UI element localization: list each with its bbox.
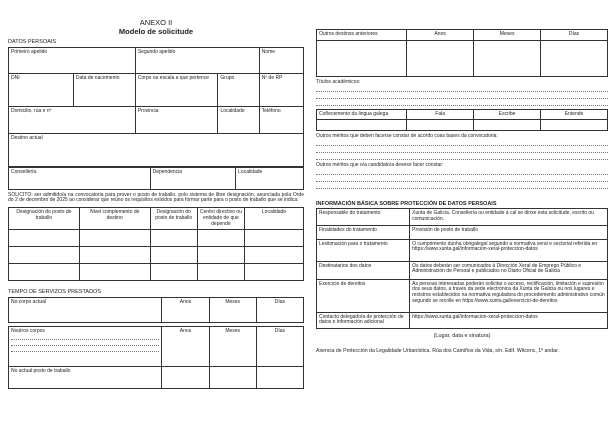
personal-data-table xyxy=(8,47,304,167)
dp-label: Contacto delegado/a de protección de datos e información adicional xyxy=(317,312,410,329)
years-label: Anos xyxy=(179,327,192,334)
dependency-field[interactable] xyxy=(150,167,236,189)
dp-label: Lexitimación para o tratamento xyxy=(317,239,410,261)
merits-call-label: Outros méritos que deben facerse constar de acordo coas bases da convocatoria: xyxy=(316,133,498,140)
cell[interactable] xyxy=(244,247,303,264)
cell[interactable] xyxy=(407,40,474,76)
current-body-label: No corpo actual xyxy=(11,298,47,305)
dotted-line[interactable] xyxy=(316,169,608,175)
merits-other-label: Outros méritos que o/a candidato/a desexe facer constar: xyxy=(316,162,444,168)
data-protection-table xyxy=(316,208,608,329)
other-years-field[interactable] xyxy=(162,326,209,366)
cell[interactable] xyxy=(541,120,608,131)
footer-address: Axencia de Protección da Legalidade Urbanística. Rúa dos Camiños da Vida, s/n. Edif. Witcenc, 1º andar. xyxy=(316,348,559,355)
post-location-table xyxy=(8,167,304,190)
left-column xyxy=(8,0,304,389)
writes-header: Escribe xyxy=(474,109,541,120)
academic-label: Títulos académicos: xyxy=(316,78,361,85)
current-post-field[interactable] xyxy=(9,133,304,166)
prev-years-header: Anos xyxy=(407,30,474,41)
days-field[interactable] xyxy=(256,297,303,322)
cell[interactable] xyxy=(9,247,80,264)
second-surname-label: Segundo apelido xyxy=(137,48,176,55)
province-field[interactable] xyxy=(135,106,218,133)
dotted-line[interactable] xyxy=(316,86,608,92)
post-header-locality: Localidade xyxy=(244,208,303,230)
months-label: Meses xyxy=(225,298,241,305)
dotted-line[interactable] xyxy=(316,176,608,182)
services-current-table xyxy=(8,297,304,323)
table-row xyxy=(317,120,608,131)
locality2-field[interactable] xyxy=(236,167,304,189)
cell[interactable] xyxy=(150,264,197,281)
group-field[interactable] xyxy=(218,73,259,106)
other-bodies-field[interactable] xyxy=(9,326,162,366)
birth-date-label: Data de nacemento xyxy=(75,74,120,81)
dni-label: DNI xyxy=(11,74,20,81)
table-row xyxy=(9,247,304,264)
cell[interactable] xyxy=(197,264,244,281)
first-surname-field[interactable] xyxy=(9,47,136,73)
other-months-field[interactable] xyxy=(209,326,256,366)
name-label: Nome xyxy=(261,48,276,55)
understands-header: Entende xyxy=(541,109,608,120)
services-heading: TEMPO DE SERVIZOS PRESTADOS xyxy=(8,289,102,296)
dependency-label: Dependencia xyxy=(152,168,183,175)
years-label: Anos xyxy=(179,298,192,305)
signature-line[interactable]: (Lugar, data e sinatura) xyxy=(433,333,491,340)
merits-call-section xyxy=(316,134,608,160)
post-header-designation-2: Designación do posto de traballo xyxy=(150,208,197,230)
dp-label: Finalidades do tratamento xyxy=(317,225,410,239)
cell[interactable] xyxy=(79,264,150,281)
province-label: Provincia xyxy=(137,107,159,114)
dotted-line[interactable] xyxy=(316,100,608,106)
cell[interactable] xyxy=(244,230,303,247)
cell[interactable] xyxy=(150,247,197,264)
locality2-label: Localidade xyxy=(238,168,263,175)
current-body-field[interactable] xyxy=(9,297,162,322)
prev-days-header: Días xyxy=(541,30,608,41)
birth-date-field[interactable] xyxy=(73,73,135,106)
phone-label: Teléfono xyxy=(261,107,281,114)
cell[interactable] xyxy=(541,40,608,76)
years-field[interactable] xyxy=(162,297,209,322)
other-bodies-label: Noutros corpos xyxy=(11,327,45,334)
merits-other-section xyxy=(316,163,608,189)
previous-posts-header: Outros destinos anteriores xyxy=(317,30,407,41)
days-label: Días xyxy=(274,298,286,305)
address-field[interactable] xyxy=(9,106,136,133)
dp-label: Destinatarios dos datos xyxy=(317,261,410,279)
dp-label: Exercicio de dereitos xyxy=(317,279,410,312)
dp-label: Responsable do tratamento xyxy=(317,209,410,226)
months-label: Meses xyxy=(225,327,241,334)
months-field[interactable] xyxy=(209,297,256,322)
annex-label: ANEXO II xyxy=(139,18,173,27)
table-row xyxy=(9,230,304,247)
cell[interactable] xyxy=(150,230,197,247)
dotted-line[interactable] xyxy=(316,93,608,99)
post-header-level: Nivel complemento de destino xyxy=(79,208,150,230)
current-post-label: Destino actual xyxy=(11,134,43,141)
scale-field[interactable] xyxy=(135,73,218,106)
cell[interactable] xyxy=(79,247,150,264)
cell[interactable] xyxy=(209,366,256,388)
prev-months-header: Meses xyxy=(474,30,541,41)
cell[interactable] xyxy=(407,120,474,131)
rp-field[interactable] xyxy=(259,73,303,106)
scale-label: Corpo ou escala a que pertence xyxy=(137,74,209,81)
ministry-label: Consellería xyxy=(11,168,37,175)
second-surname-field[interactable] xyxy=(135,47,259,73)
rp-label: Nº de RP xyxy=(261,74,283,81)
dotted-line[interactable] xyxy=(316,183,608,189)
galician-label: Coñecemento da lingua galega xyxy=(317,109,407,120)
cell[interactable] xyxy=(317,120,407,131)
cell[interactable] xyxy=(197,230,244,247)
current-post-time-field[interactable] xyxy=(9,366,162,388)
cell[interactable] xyxy=(474,120,541,131)
address-label: Domicilio, rúa e nº xyxy=(11,107,52,114)
post-header-center: Centro directivo ou entidade de que depende xyxy=(197,208,244,230)
post-header-designation: Designación do posto de traballo xyxy=(9,208,80,230)
form-header xyxy=(8,19,304,36)
dp-text: O cumprimento dunha obrigalegal segundo a normativa xeral e sectorial referida en https://www.xunta.gal/informacion-xeral-proteccion-datos xyxy=(410,239,608,261)
locality-field[interactable] xyxy=(218,106,259,133)
days-label: Días xyxy=(274,327,286,334)
dotted-line xyxy=(11,346,159,352)
dp-text: Provisión de posto de traballo xyxy=(410,225,608,239)
first-surname-label: Primeiro apelido xyxy=(11,48,48,55)
cell[interactable] xyxy=(244,264,303,281)
cell[interactable] xyxy=(162,366,209,388)
cell[interactable] xyxy=(256,366,303,388)
cell[interactable] xyxy=(197,247,244,264)
dp-text: Os datos deberán ser comunicados á Dirección Xeral de Emprego Público e Administración de Persoal e publicados no Diario Oficial de Galicia xyxy=(410,261,608,279)
personal-data-heading: DATOS PERSOAIS xyxy=(8,39,57,46)
data-protection-title: INFORMACIÓN BÁSICA SOBRE PROTECCIÓN DE DATOS PERSOAIS xyxy=(316,200,497,207)
dp-text: https://www.xunta.gal/informacion-xeral-proteccion-datos xyxy=(410,312,608,329)
phone-field[interactable] xyxy=(259,106,303,133)
table-row xyxy=(317,40,608,76)
previous-posts-table xyxy=(316,29,608,77)
cell[interactable] xyxy=(9,264,80,281)
academic-section xyxy=(316,80,608,106)
other-days-field[interactable] xyxy=(256,326,303,366)
speaks-header: Fala xyxy=(407,109,474,120)
table-row xyxy=(9,264,304,281)
group-label: Grupo xyxy=(220,74,235,81)
current-post-time-label: No actual posto de traballo xyxy=(11,367,71,374)
dp-text: Xunta de Galicia. Consellería ou entidade á cal se dirixe esta solicitude, escrito ou comunicación. xyxy=(410,209,608,226)
dotted-line[interactable] xyxy=(316,154,608,160)
form-title: Modelo de solicitude xyxy=(118,26,194,36)
galician-table xyxy=(316,109,608,132)
dni-field[interactable] xyxy=(9,73,74,106)
post-table xyxy=(8,207,304,281)
dotted-line[interactable] xyxy=(316,147,608,153)
request-text: SOLICITO: ser admitido/a na convocatoria para prover o posto de traballo, polo sistema de libre designación, anunciada pola Orde do 2 de decembro de 2025 ao considerar que reúno os requisitos exixidos para formar parte para o posto de traballo que se indica: xyxy=(8,191,304,204)
cell[interactable] xyxy=(474,40,541,76)
dotted-line[interactable] xyxy=(316,140,608,146)
locality-label: Localidade xyxy=(220,107,245,114)
cell[interactable] xyxy=(79,230,150,247)
ministry-field[interactable] xyxy=(9,167,151,189)
cell[interactable] xyxy=(317,40,407,76)
cell[interactable] xyxy=(9,230,80,247)
name-field[interactable] xyxy=(259,47,303,73)
services-other-table xyxy=(8,326,304,389)
right-column xyxy=(316,29,608,355)
dp-text: As persoas interesadas poderán solicitar o acceso, rectificación, limitación e supresión dos seus datos, a través da sede electrónica da Xunta de Galicia ou nos lugares e rexistros establecidos na normativa reguladora do procedemento administrativo común segundo se recolle en https://www.xunta.gal/exercicio-de-dereitos xyxy=(410,279,608,312)
